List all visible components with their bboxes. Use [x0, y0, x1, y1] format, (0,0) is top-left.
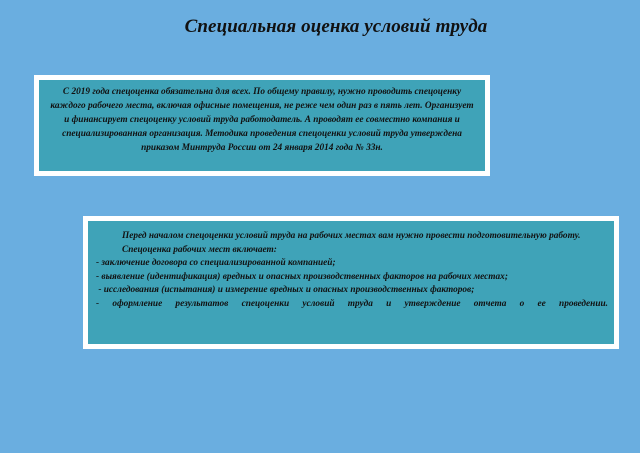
steps-list-item: - исследования (испытания) и измерение вредных и опасных производственных факторов;: [96, 285, 475, 296]
steps-list-item: - выявление (идентификация) вредных и опасных производственных факторов на рабочих местах;: [96, 271, 508, 282]
info-box-intro: [34, 75, 490, 176]
steps-intro-text: Перед началом спецоценки условий труда на рабочих местах вам нужно провести подготовительную работу.: [122, 231, 581, 241]
steps-list-item: - заключение договора со специализированной компанией;: [96, 258, 336, 269]
page-title: Специальная оценка условий труда: [184, 16, 488, 37]
info-box-intro-text: С 2019 года спецоценка обязательна для всех. По общему правилу, нужно проводить спецоценку каждого рабочего места, включая офисные помещения, не реже чем один раз в пять лет. Организует и финансирует спецоценку условий труда работодатель. А проводят ее совместно компания и специализированная организация. Методика проведения спецоценки условий труда утверждена приказом Минтруда России от 24 января 2014 года № 33н.: [50, 87, 474, 153]
steps-list-item: - оформление результатов спецоценки условий труда и утверждение отчета о ее проведении.: [96, 298, 608, 309]
steps-includes-heading: Спецоценка рабочих мест включает:: [122, 244, 277, 255]
info-box-steps: [83, 216, 619, 349]
